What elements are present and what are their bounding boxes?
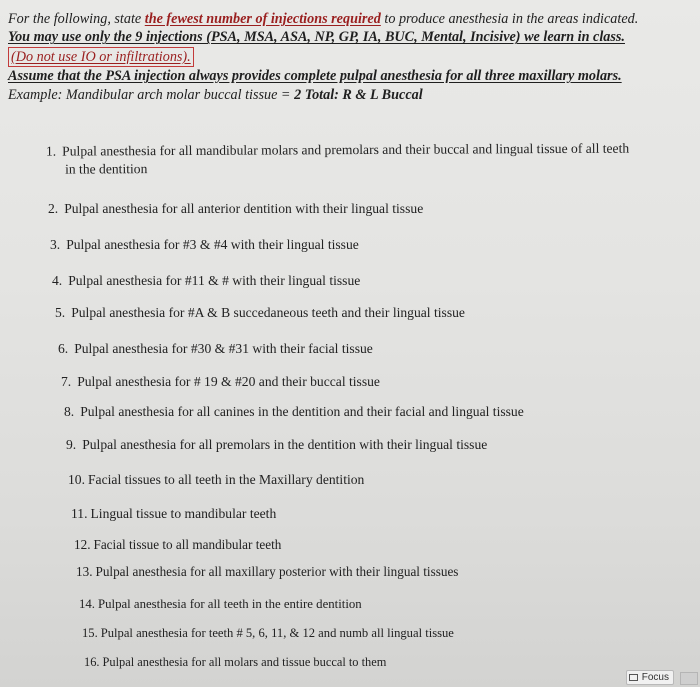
question-item <box>68 471 364 489</box>
question-number: 13. <box>76 564 93 579</box>
question-text: Facial tissue to all mandibular teeth <box>93 537 282 552</box>
instruction-line-2: You may use only the 9 injections (PSA, MSA, ASA, NP, GP, IA, BUC, Mental, Incisive) we learn in class. <box>8 29 625 46</box>
question-text: Pulpal anesthesia for #A & B succedaneous teeth and their lingual tissue <box>71 305 465 320</box>
question-text: Pulpal anesthesia for all molars and tissue buccal to them <box>102 655 387 669</box>
instruction-emphasis: the fewest number of injections required <box>144 11 381 27</box>
question-number: 8. <box>64 404 75 419</box>
question-item <box>52 272 360 290</box>
question-text: Pulpal anesthesia for all mandibular molars and premolars and their buccal and lingual tissue of all teeth <box>62 140 630 159</box>
question-number: 12. <box>74 537 91 552</box>
question-number: 3. <box>50 237 61 252</box>
question-text: Pulpal anesthesia for all teeth in the entire dentition <box>98 597 362 611</box>
question-item <box>84 653 386 671</box>
question-text: Pulpal anesthesia for all maxillary posterior with their lingual tissues <box>95 564 459 579</box>
focus-icon <box>629 674 638 681</box>
example-answer: 2 Total: R & L Buccal <box>294 86 423 103</box>
question-text-continued: in the dentition <box>65 161 148 177</box>
question-number: 9. <box>66 437 77 452</box>
question-item <box>48 200 423 218</box>
question-item <box>50 236 359 254</box>
question-item <box>76 563 458 581</box>
question-text: Pulpal anesthesia for all premolars in the dentition with their lingual tissue <box>82 437 488 452</box>
instruction-line-1-post: to produce anesthesia in the areas indicated. <box>380 11 639 27</box>
question-item <box>55 304 465 322</box>
question-item <box>61 373 380 391</box>
question-item <box>74 536 281 554</box>
question-number: 6. <box>58 341 69 356</box>
question-number: 14. <box>79 597 95 611</box>
question-item <box>64 403 524 421</box>
instruction-line-4: Assume that the PSA injection always provides complete pulpal anesthesia for all three maxillary molars. <box>8 68 622 85</box>
question-number: 15. <box>82 626 98 640</box>
question-text: Lingual tissue to mandibular teeth <box>90 506 277 521</box>
question-number: 2. <box>48 201 59 216</box>
question-number: 10. <box>68 472 85 487</box>
question-text: Pulpal anesthesia for all anterior dentition with their lingual tissue <box>64 201 424 216</box>
question-number: 1. <box>45 143 57 159</box>
focus-button[interactable] <box>626 670 674 685</box>
question-number: 7. <box>61 374 72 389</box>
example-text: Example: Mandibular arch molar buccal tissue = <box>8 86 295 103</box>
question-number: 5. <box>55 305 66 320</box>
instruction-no-io-note: (Do not use IO or infiltrations). <box>8 47 194 67</box>
instruction-line-1-pre: For the following, state <box>8 11 145 27</box>
focus-label: Focus <box>641 672 669 683</box>
question-number: 4. <box>52 273 63 288</box>
question-text: Facial tissues to all teeth in the Maxillary dentition <box>88 472 365 487</box>
question-number: 16. <box>84 655 100 669</box>
question-text: Pulpal anesthesia for # 19 & #20 and their buccal tissue <box>77 374 380 389</box>
question-number: 11. <box>71 506 88 521</box>
question-item <box>82 624 454 642</box>
question-item <box>71 505 276 523</box>
question-item <box>58 340 373 358</box>
corner-widget[interactable] <box>680 672 698 685</box>
question-text: Pulpal anesthesia for all canines in the dentition and their facial and lingual tissue <box>80 404 524 419</box>
question-text: Pulpal anesthesia for #3 & #4 with their lingual tissue <box>66 237 359 252</box>
question-item <box>79 595 362 613</box>
question-text: Pulpal anesthesia for #30 & #31 with their facial tissue <box>74 341 373 356</box>
question-text: Pulpal anesthesia for #11 & # with their lingual tissue <box>68 273 361 288</box>
question-item <box>66 436 487 454</box>
question-item <box>46 139 686 178</box>
question-text: Pulpal anesthesia for teeth # 5, 6, 11, & 12 and numb all lingual tissue <box>100 626 454 640</box>
